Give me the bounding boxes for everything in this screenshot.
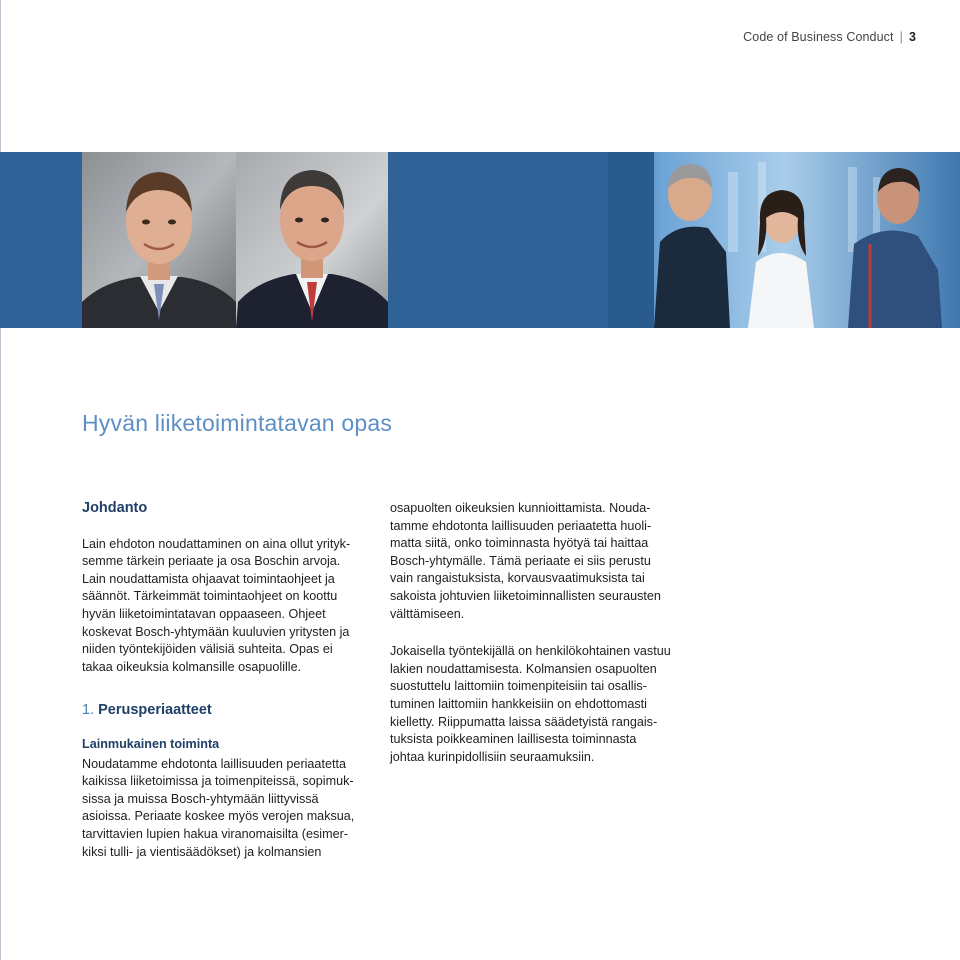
- text-line: niiden työntekijöiden välisiä suhteita. Opas ei: [82, 642, 333, 657]
- text-line: säännöt. Tärkeimmät toimintaohjeet on koottu: [82, 589, 338, 604]
- text-line: Noudatamme ehdotonta laillisuuden periaatetta: [82, 756, 346, 771]
- team-photo: [608, 152, 960, 328]
- text-line: vain rangaistuksista, korvausvaatimuksista tai: [390, 571, 645, 586]
- text-line: sissa ja muissa Bosch-yhtymään liittyvissä: [82, 791, 319, 806]
- text-line: asioissa. Periaate koskee myös verojen maksua,: [82, 809, 355, 824]
- text-line: kiksi tulli- ja vientisäädökset) ja kolmansien: [82, 844, 322, 859]
- portrait-photo-2: [236, 152, 388, 328]
- intro-paragraph: [82, 536, 372, 677]
- text-line: sakoista johtuvien liiketoiminnallisten seurausten: [390, 588, 661, 603]
- paragraph-gap: [390, 623, 690, 643]
- document-title: Hyvän liiketoimintatavan opas: [82, 410, 393, 436]
- text-line: lakien noudattamisesta. Kolmansien osapuolten: [390, 661, 657, 676]
- subsection-heading: Lainmukainen toiminta: [82, 736, 220, 751]
- text-line: välttämiseen.: [390, 606, 465, 621]
- text-line: tarvittavien lupien hakua viranomaisilta (esimer-: [82, 826, 348, 841]
- photo-band: [0, 152, 960, 328]
- intro-heading: Johdanto: [82, 500, 148, 516]
- running-header: [743, 30, 916, 44]
- page-number: 3: [908, 30, 916, 44]
- text-line: Bosch-yhtymälle. Tämä periaate ei siis perustu: [390, 553, 651, 568]
- text-line: suostuttelu laittomiin toimenpiteisiin tai osallis-: [390, 679, 647, 694]
- text-line: Jokaisella työntekijällä on henkilökohtainen vastuu: [390, 644, 671, 659]
- page-edge-rule: [0, 0, 1, 960]
- left-column: [82, 500, 372, 861]
- portrait-photo-1: [82, 152, 236, 328]
- text-line: koskevat Bosch-yhtymään kuuluvien yritysten ja: [82, 624, 350, 639]
- continued-paragraph: [390, 500, 690, 623]
- text-line: Lain ehdoton noudattaminen on aina ollut yrityk-: [82, 536, 351, 551]
- text-line: kielletty. Riippumatta laissa säädetyistä rangais-: [390, 714, 658, 729]
- text-line: Lain noudattamista ohjaavat toimintaohjeet ja: [82, 571, 335, 586]
- text-line: kaikissa liiketoimissa ja toimenpiteissä, sopimuk-: [82, 774, 354, 789]
- responsibility-paragraph: [390, 643, 690, 766]
- section-title: Perusperiaatteet: [98, 702, 212, 719]
- subsection-paragraph: [82, 756, 372, 862]
- text-line: semme tärkein periaate ja osa Boschin arvoja.: [82, 554, 341, 569]
- text-line: tuksista poikkeaminen laillisesta toiminnasta: [390, 732, 637, 747]
- section-number: 1.: [82, 702, 95, 719]
- text-line: tuminen laittomiin hankkeisiin on ehdottomasti: [390, 696, 647, 711]
- section-heading: [82, 702, 372, 720]
- text-line: johtaa kurinpidollisiin seuraamuksiin.: [390, 749, 595, 764]
- text-line: matta siitä, onko toiminnasta hyötyä tai haittaa: [390, 536, 649, 551]
- header-separator: |: [899, 30, 903, 44]
- text-line: takaa oikeuksia kolmansille osapuolille.: [82, 659, 302, 674]
- right-column: [390, 500, 690, 766]
- text-line: hyvän liiketoimintatavan oppaaseen. Ohjeet: [82, 606, 326, 621]
- header-doc-name: Code of Business Conduct: [743, 30, 894, 44]
- text-line: osapuolten oikeuksien kunnioittamista. Nouda-: [390, 501, 651, 515]
- text-line: tamme ehdotonta laillisuuden periaatetta huoli-: [390, 518, 652, 533]
